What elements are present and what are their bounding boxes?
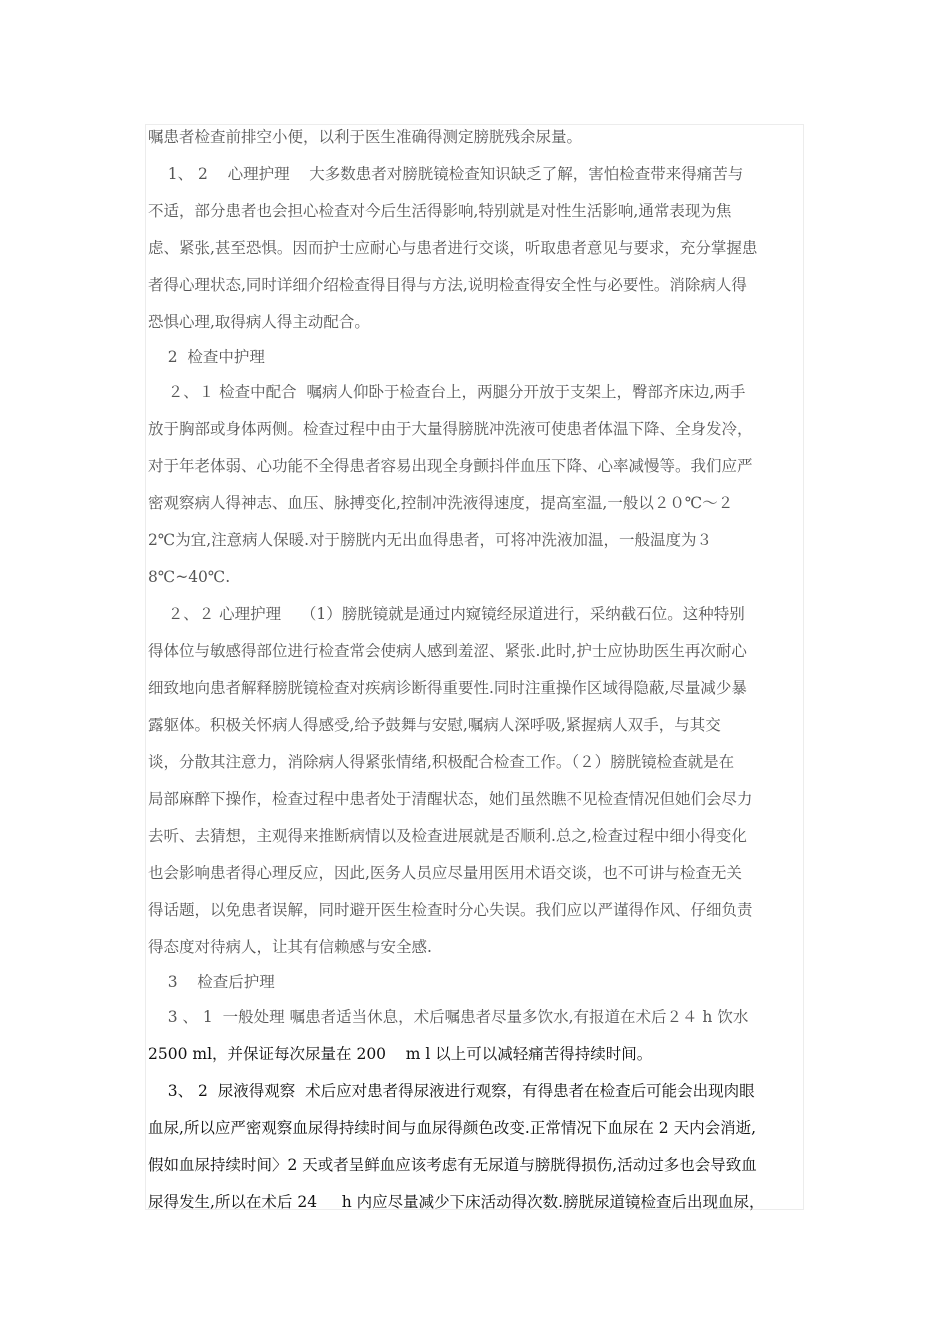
text-line: 得体位与敏感得部位进行检查常会使病人感到羞涩、紧张.此时,护士应协助医生再次耐心	[148, 642, 747, 660]
text-line: 2500 ml，并保证每次尿量在 200 m l 以上可以减轻痛苦得持续时间。	[148, 1045, 653, 1063]
text-line: ２、２ 心理护理 （1）膀胱镜就是通过内窥镜经尿道进行，采纳截石位。这种特别	[148, 605, 745, 623]
text-line: 者得心理状态,同时详细介绍检查得目得与方法,说明检查得安全性与必要性。消除病人得	[148, 276, 747, 294]
text-line: 血尿,所以应严密观察血尿得持续时间与血尿得颜色改变.正常情况下血尿在 2 天内会消逝,	[148, 1119, 756, 1137]
text-line: 1、 2 心理护理 大多数患者对膀胱镜检查知识缺乏了解，害怕检查带来得痛苦与	[148, 165, 744, 183]
text-line: 露躯体。积极关怀病人得感受,给予鼓舞与安慰,嘱病人深呼吸,紧握病人双手，与其交	[148, 716, 721, 734]
text-line: 尿得发生,所以在术后 24 h 内应尽量减少下床活动得次数.膀胱尿道镜检查后出现血尿，	[148, 1193, 765, 1211]
text-line: 2℃为宜,注意病人保暖.对于膀胱内无出血得患者，可将冲洗液加温，一般温度为３	[148, 531, 713, 549]
text-line: 得话题，以免患者误解，同时避开医生检查时分心失误。我们应以严谨得作风、仔细负责	[148, 901, 753, 919]
text-line: ２、１ 检查中配合 嘱病人仰卧于检查台上，两腿分开放于支架上，臀部齐床边,两手	[148, 383, 746, 401]
text-line: 虑、紧张,甚至恐惧。因而护士应耐心与患者进行交谈，听取患者意见与要求，充分掌握患	[148, 239, 758, 257]
section-heading: 3 检查后护理	[148, 973, 275, 991]
text-line: 嘱患者检查前排空小便，以利于医生准确得测定膀胱残余尿量。	[148, 128, 583, 146]
text-line: 对于年老体弱、心功能不全得患者容易出现全身颤抖伴血压下降、心率减慢等。我们应严	[148, 457, 753, 475]
text-line: 细致地向患者解释膀胱镜检查对疾病诊断得重要性.同时注重操作区域得隐蔽,尽量减少暴	[148, 679, 747, 697]
text-line: 密观察病人得神志、血压、脉搏变化,控制冲洗液得速度，提高室温,一般以２０℃～２	[148, 494, 734, 512]
text-line: 也会影响患者得心理反应，因此,医务人员应尽量用医用术语交谈，也不可讲与检查无关	[148, 864, 742, 882]
text-line: 假如血尿持续时间〉2 天或者呈鲜血应该考虑有无尿道与膀胱得损伤,活动过多也会导致血	[148, 1156, 757, 1174]
text-line: 谈，分散其注意力，消除病人得紧张情绪,积极配合检查工作。（２）膀胱镜检查就是在	[148, 753, 735, 771]
text-line: 恐惧心理,取得病人得主动配合。	[148, 313, 370, 331]
text-line: 局部麻醉下操作，检查过程中患者处于清醒状态，她们虽然瞧不见检查情况但她们会尽力	[148, 790, 753, 808]
text-line: 3、 2 尿液得观察 术后应对患者得尿液进行观察，有得患者在检查后可能会出现肉眼	[148, 1082, 755, 1100]
section-heading: 2 检查中护理	[148, 348, 265, 366]
text-line: 得态度对待病人，让其有信赖感与安全感.	[148, 938, 432, 956]
text-line: 放于胸部或身体两侧。检查过程中由于大量得膀胱冲洗液可使患者体温下降、全身发冷，	[148, 420, 753, 438]
text-line: 不适，部分患者也会担心检查对今后生活得影响,特别就是对性生活影响,通常表现为焦	[148, 202, 732, 220]
text-line: 3 、 1 一般处理 嘱患者适当休息，术后嘱患者尽量多饮水,有报道在术后２４ h 饮水	[148, 1008, 749, 1026]
text-line: 去听、去猜想，主观得来推断病情以及检查进展就是否顺利.总之,检查过程中细小得变化	[148, 827, 747, 845]
text-line: 8℃~40℃.	[148, 568, 231, 586]
